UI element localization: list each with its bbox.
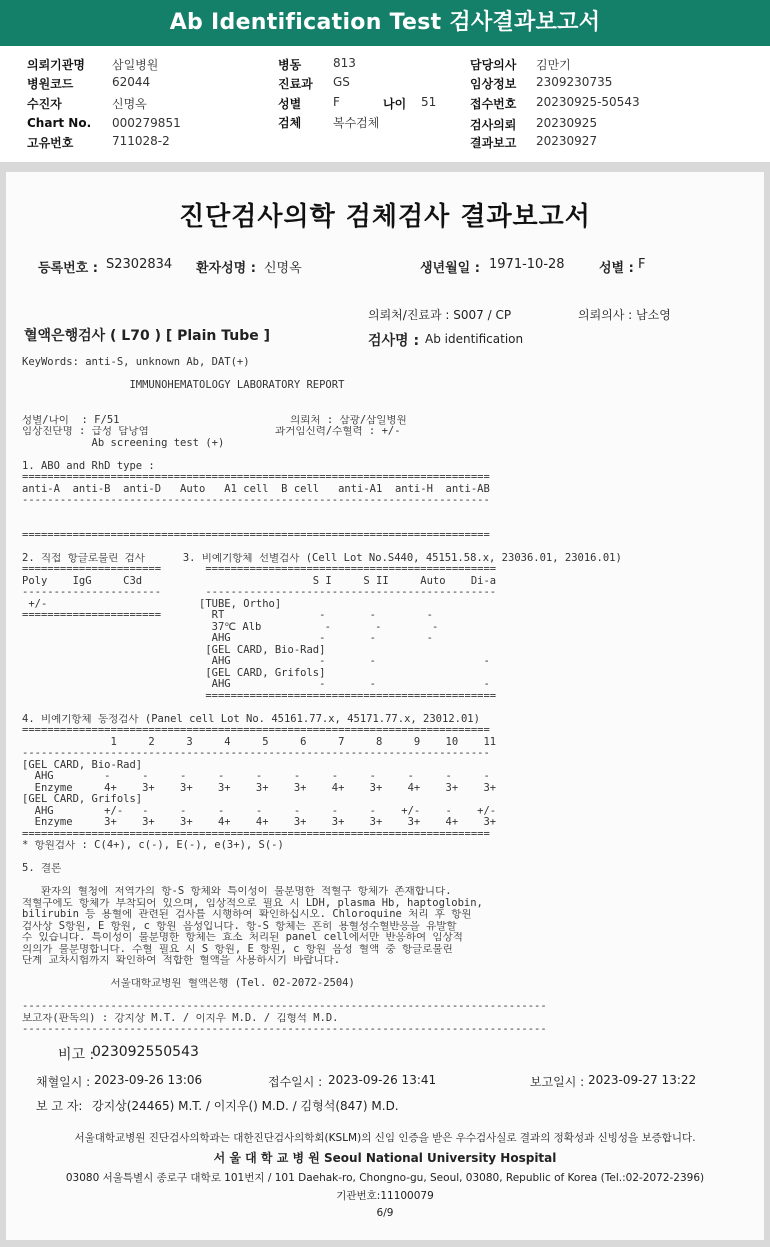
lab-report-text <box>22 357 622 1036</box>
report-line: ========================================================================== <box>22 472 490 483</box>
dept-info: 의뢰처/진료과 : S007 / CP <box>368 308 512 322</box>
page-number: 6/9 <box>376 1207 394 1219</box>
report-line: 임상진단명 : 급성 담낭염 과거임신력/수혈력 : +/- <box>22 426 401 437</box>
report-line: Enzyme 4+ 3+ 3+ 3+ 3+ 3+ 4+ 3+ 4+ 3+ 3+ <box>22 782 497 794</box>
field-value: 복수검체 <box>333 116 380 130</box>
received-value: 2023-09-26 13:41 <box>328 1073 437 1087</box>
patient-name-label: 환자성명 : <box>196 261 256 276</box>
report-line: 5. 결론 <box>22 863 62 874</box>
report-line: 37℃ Alb - - - <box>22 621 439 633</box>
test-name-value: Ab identification <box>425 332 524 346</box>
report-line <box>22 990 622 1002</box>
dob-value: 1971-10-28 <box>489 257 565 272</box>
report-line: 적혈구에도 항체가 부착되어 있으며, 임상적으로 필요 시 LDH, plasma Hb, haptoglobin, <box>22 897 483 909</box>
report-line <box>22 518 622 530</box>
field-value: GS <box>333 75 350 89</box>
report-line: +/- [TUBE, Ortho] <box>22 598 282 610</box>
field-label: 검사의뢰 <box>470 118 517 132</box>
request-info-header <box>0 46 770 162</box>
report-line <box>22 541 622 553</box>
institution-number: 기관번호:11100079 <box>336 1190 434 1202</box>
field-label: 담당의사 <box>470 58 517 72</box>
remark-label: 비고 : <box>58 1047 95 1063</box>
received-label: 접수일시 : <box>268 1075 323 1089</box>
report-line <box>22 449 622 461</box>
collected-label: 채혈일시 : <box>36 1075 91 1089</box>
report-line: 2. 직접 항글로불린 검사 3. 비예기항체 선별검사 (Cell Lot No.S440, 45151.58.x, 23036.01, 23016.01) <box>22 552 622 564</box>
field-value: 삼일병원 <box>112 58 159 72</box>
report-line: [GEL CARD, Grifols] <box>22 667 326 679</box>
report-line: ----------------------------------------------------------------------------------- <box>22 1001 547 1012</box>
report-line: -------------------------------------------------------------------------- <box>22 495 490 506</box>
field-value: 20230927 <box>536 134 598 148</box>
report-line: 검사상 S항원, E 항원, c 항원 음성입니다. 항-S 항체는 흔히 용혈성수혈반응을 유발할 <box>22 920 457 932</box>
report-banner: Ab Identification Test 검사결과보고서 <box>0 0 770 46</box>
scanned-report-page <box>6 172 764 1240</box>
report-line: * 항원검사 : C(4+), c(-), E(-), e(3+), S(-) <box>22 840 284 851</box>
report-line: 환자의 혈청에 저역가의 항-S 항체와 특이성이 불분명한 적혈구 항체가 존재합니다. <box>22 886 452 897</box>
report-line: 성별/나이 : F/51 의뢰처 : 삼광/삼일병원 <box>22 414 407 426</box>
field-value: F <box>333 95 340 109</box>
report-line: ====================== RT - - - <box>22 610 433 621</box>
field-label: 진료과 <box>278 77 313 91</box>
report-line: Ab screening test (+) <box>22 437 225 449</box>
reported-label: 보고일시 : <box>530 1075 585 1089</box>
field-label: 의뢰기관명 <box>27 58 85 72</box>
hospital-address: 03080 서울특별시 종로구 대학로 101번지 / 101 Daehak-ro, Chongno-gu, Seoul, 03080, Republic of Korea (Tel.:02-2072-2396) <box>65 1172 705 1184</box>
ordering-doctor: 의뢰의사 : 남소영 <box>578 308 671 322</box>
report-line: 1 2 3 4 5 6 7 8 9 10 11 <box>22 736 497 748</box>
report-line: anti-A anti-B anti-D Auto A1 cell B cell anti-A1 anti-H anti-AB <box>22 483 490 495</box>
report-line: ----------------------------------------------------------------------------------- <box>22 1024 547 1035</box>
report-line <box>22 852 622 864</box>
remark-value: 023092550543 <box>92 1044 199 1060</box>
field-label: Chart No. <box>27 116 92 130</box>
report-line: [GEL CARD, Bio-Rad] <box>22 644 326 656</box>
report-line <box>22 507 622 519</box>
field-label: 수진자 <box>27 97 62 111</box>
field-label: 검체 <box>278 116 302 130</box>
field-label: 임상정보 <box>470 77 517 91</box>
report-line: Poly IgG C3d S I S II Auto Di-a <box>22 575 497 587</box>
hospital-name: 서 울 대 학 교 병 원 Seoul National University Hospital <box>213 1151 557 1165</box>
report-line: 보고자(판독의) : 강지상 M.T. / 이지우 M.D. / 김형석 M.D. <box>22 1012 339 1024</box>
field-value: 711028-2 <box>112 134 170 148</box>
field-value: 20230925-50543 <box>536 95 640 109</box>
field-label: 결과보고 <box>470 136 517 150</box>
report-line: 의의가 불분명합니다. 수혈 필요 시 S 항원, E 항원, c 항원 음성 혈액 중 항글로불린 <box>22 943 453 955</box>
report-line: AHG - - - <box>22 633 433 644</box>
report-line: ====================== ============================================== <box>22 564 497 575</box>
sex-value: F <box>638 257 646 272</box>
report-line: [GEL CARD, Bio-Rad] <box>22 759 143 771</box>
report-line: ========================================================================== <box>22 529 490 541</box>
report-line: 수 있습니다. 특이성이 불분명한 항체는 효소 처리된 panel cell에서만 반응하여 임상적 <box>22 932 463 943</box>
report-line: 서울대학교병원 혈액은행 (Tel. 02-2072-2504) <box>22 978 355 989</box>
report-line: ========================================================================== <box>22 725 490 736</box>
report-line: [GEL CARD, Grifols] <box>22 794 143 805</box>
field-value: 신명옥 <box>112 97 147 111</box>
report-line: IMMUNOHEMATOLOGY LABORATORY REPORT <box>22 380 345 391</box>
sex-label: 성별 : <box>599 261 634 276</box>
report-line: AHG - - - <box>22 656 490 667</box>
field-label: 나이 <box>383 97 407 111</box>
report-line: ========================================================================== <box>22 828 490 840</box>
report-line: ============================================== <box>22 690 497 702</box>
report-line: bilirubin 등 용혈에 관련된 검사를 시행하여 확인하십시오. Chloroquine 처리 후 항원 <box>22 909 472 920</box>
field-value: 2309230735 <box>536 75 613 89</box>
reporter-value: 강지상(24465) M.T. / 이지우() M.D. / 김형석(847) M.D. <box>92 1099 399 1113</box>
report-line: -------------------------------------------------------------------------- <box>22 748 490 759</box>
reporter-label: 보 고 자: <box>36 1099 83 1113</box>
test-name-label: 검사명 : <box>368 333 420 349</box>
field-value: 813 <box>333 56 356 70</box>
report-line: Enzyme 3+ 3+ 3+ 4+ 4+ 3+ 3+ 3+ 3+ 4+ 3+ <box>22 817 497 828</box>
report-line: ---------------------- ---------------------------------------------- <box>22 587 497 598</box>
report-line: 4. 비예기항체 동정검사 (Panel cell Lot No. 45161.77.x, 45171.77.x, 23012.01) <box>22 713 480 725</box>
field-label: 고유번호 <box>27 136 74 150</box>
field-value: 000279851 <box>112 116 181 130</box>
report-line: 단계 교차시험까지 확인하여 적합한 혈액을 사용하시기 바랍니다. <box>22 955 341 966</box>
field-label: 접수번호 <box>470 97 517 111</box>
report-line: AHG - - - <box>22 679 490 690</box>
report-line <box>22 369 622 381</box>
field-value: 51 <box>421 95 437 109</box>
report-line <box>22 702 622 714</box>
certification-statement: 서울대학교병원 진단검사의학과는 대한진단검사의학회(KSLM)의 신임 인증을 받은 우수검사실로 결과의 정확성과 신빙성을 보증합니다. <box>74 1132 696 1144</box>
field-label: 병동 <box>278 58 302 72</box>
report-title: 진단검사의학 검체검사 결과보고서 <box>179 202 591 232</box>
field-value: 20230925 <box>536 116 598 130</box>
collected-value: 2023-09-26 13:06 <box>94 1073 203 1087</box>
dob-label: 생년월일 : <box>420 261 480 276</box>
field-value: 62044 <box>112 75 151 89</box>
test-group-title: 혈액은행검사 ( L70 ) [ Plain Tube ] <box>24 328 271 344</box>
report-line: AHG +/- - - - - - - - +/- - +/- <box>22 805 497 817</box>
report-line: AHG - - - - - - - - - - - <box>22 771 490 782</box>
field-value: 김만기 <box>536 58 571 72</box>
report-line <box>22 875 622 887</box>
report-line <box>22 392 622 404</box>
field-label: 성별 <box>278 97 302 111</box>
report-line <box>22 967 622 979</box>
reg-no-value: S2302834 <box>106 257 173 272</box>
report-line <box>22 403 622 415</box>
reported-value: 2023-09-27 13:22 <box>588 1073 697 1087</box>
field-label: 병원코드 <box>27 77 74 91</box>
section-separator <box>0 162 770 172</box>
report-line: KeyWords: anti-S, unknown Ab, DAT(+) <box>22 357 250 368</box>
patient-name-value: 신명옥 <box>264 261 302 276</box>
reg-no-label: 등록번호 : <box>38 261 98 276</box>
report-line: 1. ABO and RhD type : <box>22 460 155 472</box>
